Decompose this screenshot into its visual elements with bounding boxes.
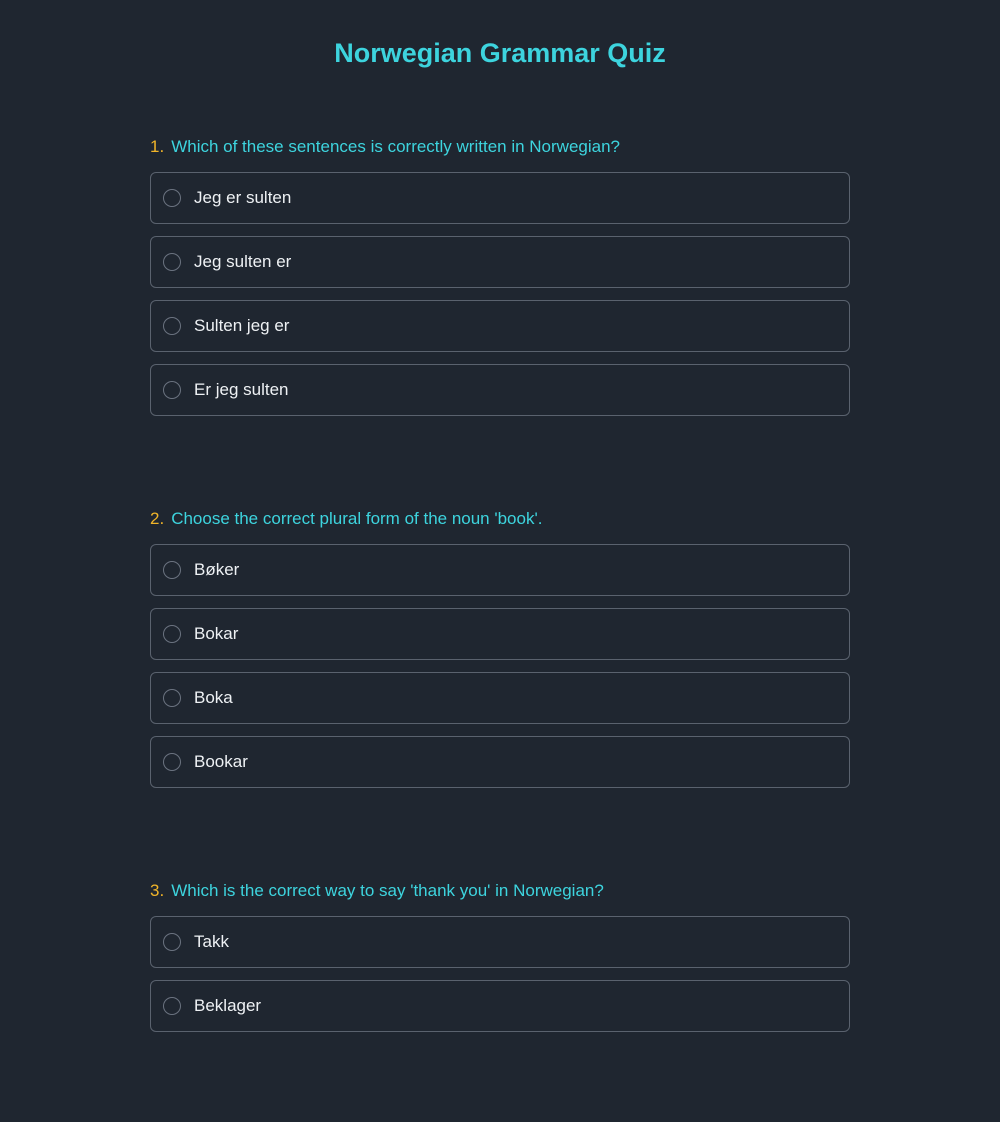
question-block [150, 134, 850, 416]
radio-button[interactable] [163, 753, 181, 771]
answer-option[interactable] [150, 364, 850, 416]
question-text [150, 878, 850, 904]
radio-button[interactable] [163, 253, 181, 271]
page-title: Norwegian Grammar Quiz [334, 38, 666, 68]
option-label: Bøker [194, 560, 240, 579]
option-label: Sulten jeg er [194, 316, 290, 335]
answer-option[interactable] [150, 736, 850, 788]
question-number: 3. [150, 881, 165, 900]
answer-option[interactable] [150, 544, 850, 596]
question-number: 2. [150, 509, 165, 528]
radio-button[interactable] [163, 625, 181, 643]
radio-button[interactable] [163, 189, 181, 207]
option-label: Beklager [194, 996, 262, 1015]
question-block [150, 506, 850, 788]
quiz-form [150, 134, 850, 1122]
option-label: Er jeg sulten [194, 380, 289, 399]
radio-button[interactable] [163, 561, 181, 579]
option-label: Bookar [194, 752, 248, 771]
answer-option[interactable] [150, 172, 850, 224]
radio-button[interactable] [163, 689, 181, 707]
answer-option[interactable] [150, 916, 850, 968]
radio-button[interactable] [163, 933, 181, 951]
question-label: Which of these sentences is correctly written in Norwegian? [171, 137, 620, 156]
option-label: Jeg er sulten [194, 188, 292, 207]
question-text [150, 134, 850, 160]
answer-option[interactable] [150, 980, 850, 1032]
answer-option[interactable] [150, 608, 850, 660]
radio-button[interactable] [163, 317, 181, 335]
answer-option[interactable] [150, 300, 850, 352]
answer-option[interactable] [150, 672, 850, 724]
radio-button[interactable] [163, 381, 181, 399]
option-label: Bokar [194, 624, 239, 643]
option-label: Takk [194, 932, 229, 951]
option-label: Jeg sulten er [194, 252, 292, 271]
question-block [150, 878, 850, 1032]
question-label: Which is the correct way to say 'thank you' in Norwegian? [171, 881, 604, 900]
question-text [150, 506, 850, 532]
question-number: 1. [150, 137, 165, 156]
question-label: Choose the correct plural form of the noun 'book'. [171, 509, 543, 528]
option-label: Boka [194, 688, 233, 707]
answer-option[interactable] [150, 236, 850, 288]
